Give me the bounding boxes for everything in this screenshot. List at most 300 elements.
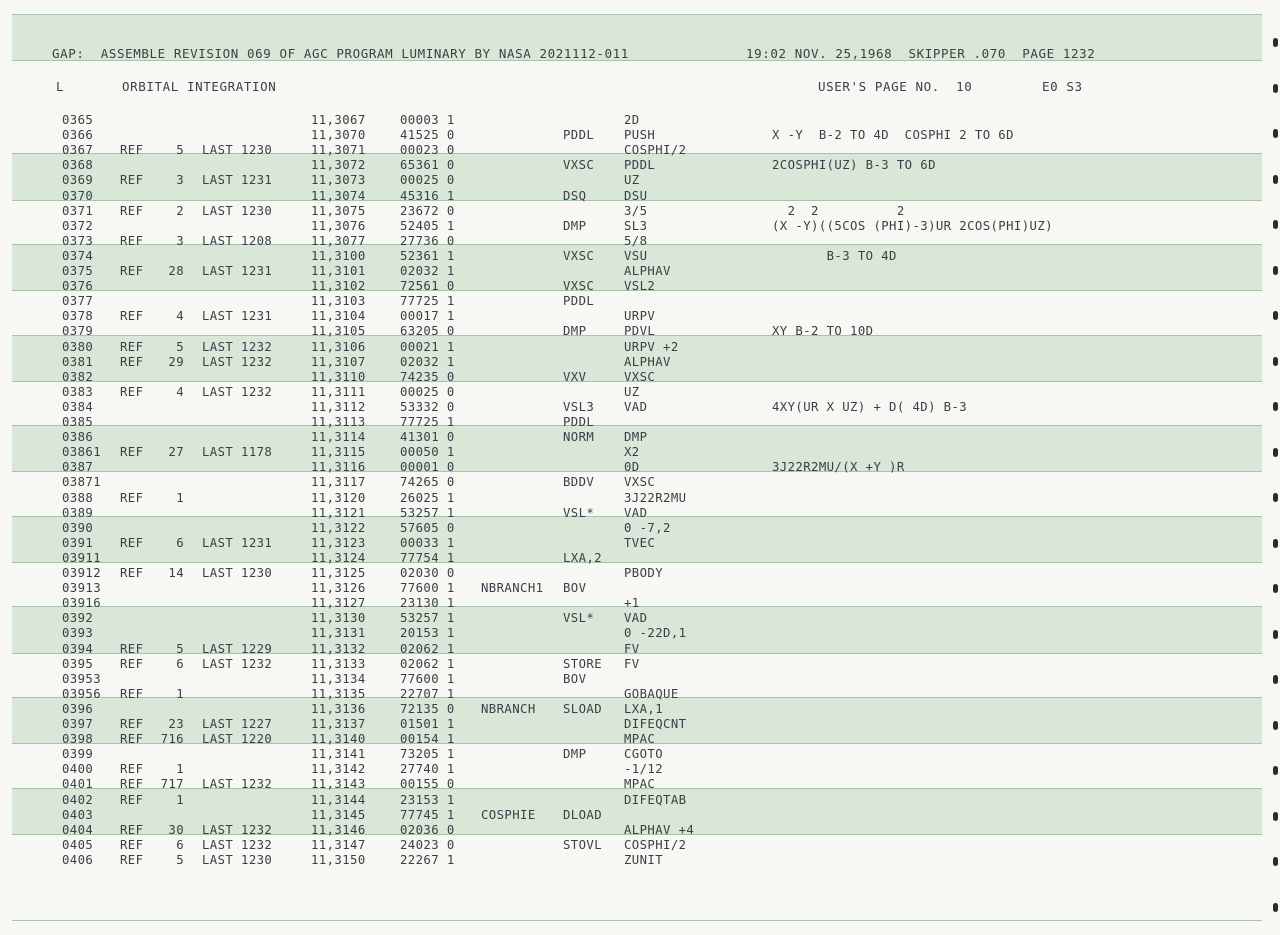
- operand: GOBAQUE: [624, 686, 679, 701]
- octal-word: 00023 0: [400, 143, 455, 158]
- last-page: LAST 1232: [202, 354, 273, 369]
- address: 11,3133: [311, 656, 366, 671]
- listing-row: [0, 732, 1280, 747]
- octal-word: 00033 1: [400, 535, 455, 550]
- line-number: 0391: [62, 535, 94, 550]
- operand: MPAC: [624, 777, 656, 792]
- listing-row: [0, 672, 1280, 687]
- comment: XY B-2 TO 10D: [772, 324, 874, 339]
- ref-tag: REF: [120, 309, 144, 324]
- operand: 2D: [624, 113, 640, 127]
- ref-tag: REF: [120, 717, 144, 731]
- address: 11,3147: [311, 837, 366, 852]
- ref-tag: REF: [120, 852, 144, 867]
- address: 11,3125: [311, 566, 366, 580]
- line-number: 0406: [62, 852, 94, 867]
- address: 11,3114: [311, 430, 366, 445]
- line-number: 0370: [62, 188, 94, 203]
- operand: URPV +2: [624, 339, 679, 354]
- listing-row: [0, 521, 1280, 536]
- ref-tag: REF: [120, 822, 144, 837]
- opcode: VSL3: [563, 399, 595, 414]
- operand: X2: [624, 445, 640, 460]
- address: 11,3101: [311, 264, 366, 278]
- comment: B-3 TO 4D: [772, 248, 897, 263]
- operand: LXA,1: [624, 701, 664, 716]
- feed-hole: [1273, 493, 1278, 502]
- ref-count: 1: [176, 686, 184, 701]
- octal-word: 77600 1: [400, 581, 455, 596]
- feed-hole: [1273, 584, 1278, 593]
- feed-hole: [1273, 675, 1278, 684]
- line-number: 0365: [62, 113, 94, 127]
- line-number: 0392: [62, 611, 94, 626]
- address: 11,3117: [311, 475, 366, 490]
- line-number: 0367: [62, 143, 94, 158]
- octal-word: 77754 1: [400, 550, 455, 565]
- line-number: 0369: [62, 173, 94, 188]
- octal-word: 74265 0: [400, 475, 455, 490]
- listing-row: [0, 808, 1280, 823]
- ref-tag: REF: [120, 656, 144, 671]
- feed-hole: [1273, 448, 1278, 457]
- address: 11,3115: [311, 445, 366, 460]
- listing-row: [0, 219, 1280, 234]
- line-number: 0390: [62, 520, 94, 535]
- feed-hole: [1273, 539, 1278, 548]
- ref-tag: REF: [120, 641, 144, 656]
- operand: VAD: [624, 611, 648, 626]
- line-number: 03913: [62, 581, 102, 596]
- comment: X -Y B-2 TO 4D COSPHI 2 TO 6D: [772, 128, 1014, 143]
- octal-word: 23153 1: [400, 792, 455, 807]
- opcode: STOVL: [563, 837, 603, 852]
- ref-count: 1: [176, 792, 184, 807]
- address: 11,3140: [311, 732, 366, 747]
- octal-word: 00155 0: [400, 777, 455, 792]
- opcode: VSL*: [563, 611, 595, 626]
- operand: PBODY: [624, 566, 664, 580]
- octal-word: 23672 0: [400, 203, 455, 218]
- feed-hole: [1273, 311, 1278, 320]
- ref-tag: REF: [120, 384, 144, 399]
- ref-tag: REF: [120, 339, 144, 354]
- address: 11,3076: [311, 218, 366, 233]
- comment: 3J22R2MU/(X +Y )R: [772, 460, 905, 475]
- ref-count: 1: [176, 490, 184, 505]
- feed-hole: [1273, 630, 1278, 639]
- feed-hole: [1273, 129, 1278, 138]
- last-page: LAST 1220: [202, 732, 273, 747]
- octal-word: 26025 1: [400, 490, 455, 505]
- ref-tag: REF: [120, 490, 144, 505]
- ref-count: 28: [168, 264, 184, 278]
- feed-hole: [1273, 357, 1278, 366]
- ref-count: 4: [176, 384, 184, 399]
- ref-tag: REF: [120, 535, 144, 550]
- line-number: 0397: [62, 717, 94, 731]
- address: 11,3137: [311, 717, 366, 731]
- operand: 0 -7,2: [624, 520, 671, 535]
- listing-row: [0, 717, 1280, 732]
- octal-word: 00003 1: [400, 113, 455, 127]
- last-page: LAST 1232: [202, 384, 273, 399]
- operand: VSL2: [624, 279, 656, 294]
- octal-word: 57605 0: [400, 520, 455, 535]
- address: 11,3113: [311, 415, 366, 429]
- opcode: PDDL: [563, 415, 595, 429]
- ref-tag: REF: [120, 233, 144, 248]
- address: 11,3107: [311, 354, 366, 369]
- line-number: 0393: [62, 626, 94, 641]
- address: 11,3127: [311, 596, 366, 611]
- octal-word: 24023 0: [400, 837, 455, 852]
- line-number: 0379: [62, 324, 94, 339]
- octal-word: 02062 1: [400, 641, 455, 656]
- opcode: LXA,2: [563, 550, 603, 565]
- operand: DSU: [624, 188, 648, 203]
- operand: FV: [624, 656, 640, 671]
- line-number: 0366: [62, 128, 94, 143]
- octal-word: 02030 0: [400, 566, 455, 580]
- listing-row: [0, 475, 1280, 490]
- address: 11,3123: [311, 535, 366, 550]
- listing-row: [0, 596, 1280, 611]
- operand: CGOTO: [624, 747, 664, 762]
- address: 11,3134: [311, 671, 366, 686]
- listing-row: [0, 204, 1280, 219]
- line-number: 0405: [62, 837, 94, 852]
- opcode: VXV: [563, 369, 587, 384]
- line-number: 03861: [62, 445, 102, 460]
- octal-word: 00025 0: [400, 384, 455, 399]
- operand: ZUNIT: [624, 852, 664, 867]
- operand: MPAC: [624, 732, 656, 747]
- operand: PDDL: [624, 158, 656, 173]
- opcode: PDDL: [563, 294, 595, 309]
- listing-row: [0, 430, 1280, 445]
- listing-row: [0, 279, 1280, 294]
- ref-tag: REF: [120, 445, 144, 460]
- octal-word: 53332 0: [400, 399, 455, 414]
- listing-row: [0, 234, 1280, 249]
- operand: 3J22R2MU: [624, 490, 687, 505]
- line-number: 03871: [62, 475, 102, 490]
- line-number: 0387: [62, 460, 94, 475]
- assembly-header: GAP: ASSEMBLE REVISION 069 OF AGC PROGRAM LUMINARY BY NASA 2021112-011: [52, 46, 629, 61]
- listing-row: [0, 702, 1280, 717]
- ref-count: 3: [176, 233, 184, 248]
- comment: 2COSPHI(UZ) B-3 TO 6D: [772, 158, 936, 173]
- ref-tag: REF: [120, 762, 144, 777]
- listing-row: [0, 581, 1280, 596]
- feed-hole: [1273, 402, 1278, 411]
- ref-count: 6: [176, 656, 184, 671]
- octal-word: 74235 0: [400, 369, 455, 384]
- listing-row: [0, 551, 1280, 566]
- octal-word: 72561 0: [400, 279, 455, 294]
- address: 11,3132: [311, 641, 366, 656]
- octal-word: 41301 0: [400, 430, 455, 445]
- listing-row: [0, 128, 1280, 143]
- ref-count: 1: [176, 762, 184, 777]
- ref-tag: REF: [120, 566, 144, 580]
- address: 11,3141: [311, 747, 366, 762]
- address: 11,3143: [311, 777, 366, 792]
- opcode: DLOAD: [563, 807, 603, 822]
- address: 11,3121: [311, 505, 366, 520]
- opcode: NORM: [563, 430, 595, 445]
- symbol-label: NBRANCH: [481, 701, 536, 716]
- ref-tag: REF: [120, 143, 144, 158]
- line-number: 0377: [62, 294, 94, 309]
- operand: DIFEQTAB: [624, 792, 687, 807]
- operand: DIFEQCNT: [624, 717, 687, 731]
- listing-row: [0, 113, 1280, 128]
- last-page: LAST 1231: [202, 173, 273, 188]
- opcode: STORE: [563, 656, 603, 671]
- ref-tag: REF: [120, 837, 144, 852]
- octal-word: 00025 0: [400, 173, 455, 188]
- listing-row: [0, 793, 1280, 808]
- address: 11,3104: [311, 309, 366, 324]
- ref-count: 5: [176, 339, 184, 354]
- listing-row: [0, 626, 1280, 641]
- operand: 3/5: [624, 203, 648, 218]
- address: 11,3067: [311, 113, 366, 127]
- address: 11,3144: [311, 792, 366, 807]
- ref-tag: REF: [120, 792, 144, 807]
- opcode: VXSC: [563, 279, 595, 294]
- ref-count: 2: [176, 203, 184, 218]
- octal-word: 00001 0: [400, 460, 455, 475]
- listing-row: [0, 340, 1280, 355]
- operand: SL3: [624, 218, 648, 233]
- address: 11,3102: [311, 279, 366, 294]
- line-number: 0384: [62, 399, 94, 414]
- ref-tag: REF: [120, 777, 144, 792]
- feed-hole: [1273, 857, 1278, 866]
- listing-row: [0, 536, 1280, 551]
- line-number: 03956: [62, 686, 102, 701]
- listing-row: [0, 853, 1280, 868]
- operand: VXSC: [624, 369, 656, 384]
- line-number: 0399: [62, 747, 94, 762]
- opcode: DMP: [563, 218, 587, 233]
- section-title: ORBITAL INTEGRATION: [122, 79, 277, 94]
- listing-row: [0, 189, 1280, 204]
- line-number: 0386: [62, 430, 94, 445]
- listing-row: [0, 823, 1280, 838]
- comment: (X -Y)((5COS (PHI)-3)UR 2COS(PHI)UZ): [772, 218, 1053, 233]
- operand: VSU: [624, 248, 648, 263]
- symbol-label: NBRANCH1: [481, 581, 544, 596]
- listing-row: [0, 173, 1280, 188]
- feed-hole: [1273, 38, 1278, 47]
- address: 11,3070: [311, 128, 366, 143]
- line-number: 03916: [62, 596, 102, 611]
- ref-count: 5: [176, 143, 184, 158]
- address: 11,3074: [311, 188, 366, 203]
- address: 11,3145: [311, 807, 366, 822]
- line-number: 03912: [62, 566, 102, 580]
- feed-hole: [1273, 721, 1278, 730]
- line-number: 0382: [62, 369, 94, 384]
- octal-word: 53257 1: [400, 505, 455, 520]
- address: 11,3073: [311, 173, 366, 188]
- tractor-feed-holes: [1270, 0, 1278, 935]
- octal-word: 73205 1: [400, 747, 455, 762]
- line-number: 0400: [62, 762, 94, 777]
- bottom-rule: [12, 920, 1262, 921]
- last-page: LAST 1232: [202, 339, 273, 354]
- listing-row: [0, 294, 1280, 309]
- line-number: 0401: [62, 777, 94, 792]
- line-number: 0394: [62, 641, 94, 656]
- ref-tag: REF: [120, 173, 144, 188]
- octal-word: 02032 1: [400, 354, 455, 369]
- address: 11,3146: [311, 822, 366, 837]
- operand: URPV: [624, 309, 656, 324]
- operand: ALPHAV: [624, 354, 671, 369]
- opcode: VXSC: [563, 248, 595, 263]
- octal-word: 77600 1: [400, 671, 455, 686]
- listing-row: [0, 370, 1280, 385]
- listing-row: [0, 158, 1280, 173]
- operand: 0 -22D,1: [624, 626, 687, 641]
- ref-count: 5: [176, 852, 184, 867]
- listing-row: [0, 777, 1280, 792]
- feed-hole: [1273, 84, 1278, 93]
- operand: 0D: [624, 460, 640, 475]
- listing-row: [0, 309, 1280, 324]
- address: 11,3150: [311, 852, 366, 867]
- octal-word: 65361 0: [400, 158, 455, 173]
- octal-word: 01501 1: [400, 717, 455, 731]
- column-l-label: L: [56, 79, 65, 94]
- eo-label: E0 S3: [1042, 79, 1083, 94]
- octal-word: 22707 1: [400, 686, 455, 701]
- ref-count: 6: [176, 535, 184, 550]
- last-page: LAST 1229: [202, 641, 273, 656]
- listing-row: [0, 324, 1280, 339]
- address: 11,3112: [311, 399, 366, 414]
- address: 11,3103: [311, 294, 366, 309]
- line-number: 0375: [62, 264, 94, 278]
- listing-row: [0, 355, 1280, 370]
- ref-count: 30: [168, 822, 184, 837]
- line-number: 0368: [62, 158, 94, 173]
- octal-word: 00021 1: [400, 339, 455, 354]
- listing-row: [0, 838, 1280, 853]
- line-number: 0404: [62, 822, 94, 837]
- octal-word: 52405 1: [400, 218, 455, 233]
- line-number: 0388: [62, 490, 94, 505]
- feed-hole: [1273, 903, 1278, 912]
- listing-row: [0, 747, 1280, 762]
- octal-word: 27740 1: [400, 762, 455, 777]
- octal-word: 77725 1: [400, 294, 455, 309]
- line-number: 0403: [62, 807, 94, 822]
- opcode: DMP: [563, 324, 587, 339]
- listing-row: [0, 249, 1280, 264]
- octal-word: 41525 0: [400, 128, 455, 143]
- operand: COSPHI/2: [624, 143, 687, 158]
- feed-hole: [1273, 175, 1278, 184]
- line-number: 0398: [62, 732, 94, 747]
- line-number: 0376: [62, 279, 94, 294]
- line-number: 0381: [62, 354, 94, 369]
- address: 11,3071: [311, 143, 366, 158]
- listing-row: [0, 491, 1280, 506]
- last-page: LAST 1232: [202, 656, 273, 671]
- operand: PDVL: [624, 324, 656, 339]
- operand: PUSH: [624, 128, 656, 143]
- ref-tag: REF: [120, 203, 144, 218]
- operand: ALPHAV: [624, 264, 671, 278]
- listing-row: [0, 687, 1280, 702]
- listing-row: [0, 143, 1280, 158]
- line-number: 0373: [62, 233, 94, 248]
- octal-word: 63205 0: [400, 324, 455, 339]
- last-page: LAST 1231: [202, 264, 273, 278]
- operand: TVEC: [624, 535, 656, 550]
- ref-count: 6: [176, 837, 184, 852]
- ref-count: 3: [176, 173, 184, 188]
- feed-hole: [1273, 766, 1278, 775]
- last-page: LAST 1230: [202, 566, 273, 580]
- opcode: DSQ: [563, 188, 587, 203]
- opcode: VSL*: [563, 505, 595, 520]
- listing-row: [0, 400, 1280, 415]
- address: 11,3100: [311, 248, 366, 263]
- address: 11,3111: [311, 384, 366, 399]
- operand: UZ: [624, 173, 640, 188]
- ref-count: 716: [160, 732, 184, 747]
- line-number: 0378: [62, 309, 94, 324]
- line-number: 03911: [62, 550, 102, 565]
- address: 11,3130: [311, 611, 366, 626]
- operand: FV: [624, 641, 640, 656]
- line-number: 03953: [62, 671, 102, 686]
- octal-word: 53257 1: [400, 611, 455, 626]
- operand: ALPHAV +4: [624, 822, 695, 837]
- octal-word: 00050 1: [400, 445, 455, 460]
- last-page: LAST 1232: [202, 777, 273, 792]
- address: 11,3142: [311, 762, 366, 777]
- symbol-label: COSPHIE: [481, 807, 536, 822]
- ref-count: 23: [168, 717, 184, 731]
- listing-row: [0, 642, 1280, 657]
- opcode: DMP: [563, 747, 587, 762]
- operand: UZ: [624, 384, 640, 399]
- address: 11,3120: [311, 490, 366, 505]
- address: 11,3136: [311, 701, 366, 716]
- address: 11,3077: [311, 233, 366, 248]
- octal-word: 02062 1: [400, 656, 455, 671]
- feed-hole: [1273, 812, 1278, 821]
- line-number: 0372: [62, 218, 94, 233]
- operand: COSPHI/2: [624, 837, 687, 852]
- last-page: LAST 1232: [202, 837, 273, 852]
- feed-hole: [1273, 220, 1278, 229]
- line-number: 0395: [62, 656, 94, 671]
- last-page: LAST 1230: [202, 852, 273, 867]
- ref-tag: REF: [120, 732, 144, 747]
- octal-word: 77745 1: [400, 807, 455, 822]
- ref-tag: REF: [120, 686, 144, 701]
- operand: VAD: [624, 505, 648, 520]
